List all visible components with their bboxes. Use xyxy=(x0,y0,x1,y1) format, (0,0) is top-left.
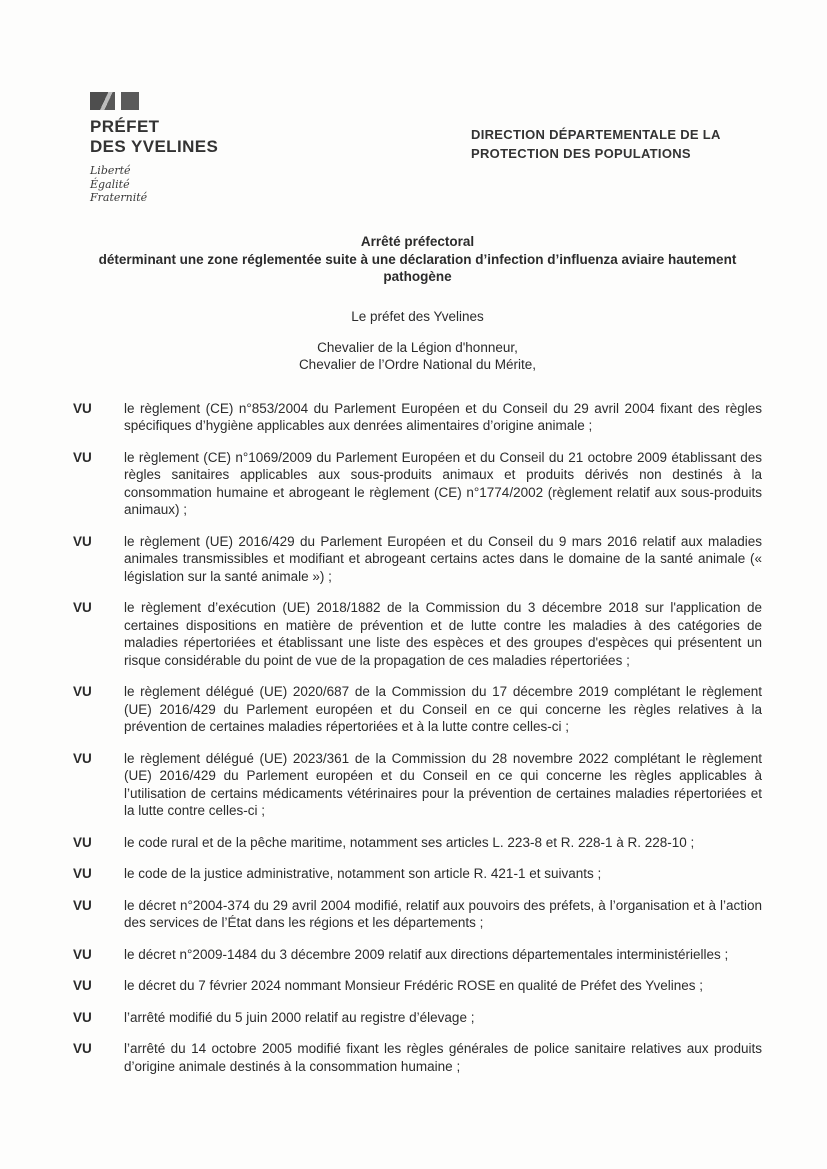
vu-label: VU xyxy=(73,750,92,766)
motto-liberte: Liberté xyxy=(90,164,131,177)
decree-title-line1: Arrêté préfectoral xyxy=(360,234,475,249)
vu-text: le décret du 7 février 2024 nommant Monsieur Frédéric ROSE en qualité de Préfet des Yvelines ; xyxy=(124,978,704,993)
vu-label: VU xyxy=(73,1041,92,1056)
motto-egalite: Égalité xyxy=(90,177,130,191)
vu-label: VU xyxy=(73,600,92,615)
prefecture-name-line2: DES YVELINES xyxy=(90,137,219,156)
vu-item-13 xyxy=(73,1040,762,1075)
vu-text: le règlement (UE) 2016/429 du Parlement Européen et du Conseil du 9 mars 2016 relatif aux maladies animales transmissibles et modifiant et abrogeant certains actes dans le domaine de la santé animale (« législation sur la santé animale ») ; xyxy=(124,533,762,584)
vu-item-7 xyxy=(73,834,762,852)
vu-text: le règlement (CE) n°853/2004 du Parlement Européen et du Conseil du 29 avril 2004 fixant des règles spécifiques d’hygiène applicables aux denrées alimentaires d’origine animale ; xyxy=(124,400,762,433)
vu-item-5 xyxy=(73,683,762,736)
honors-lines xyxy=(73,339,762,373)
vu-item-3 xyxy=(73,533,762,586)
republic-motto xyxy=(90,164,218,205)
vu-text: l’arrêté modifié du 5 juin 2000 relatif au registre d’élevage ; xyxy=(124,1009,475,1025)
direction-line1: DIRECTION DÉPARTEMENTALE DE LA xyxy=(471,127,721,142)
vu-text: le règlement (CE) n°1069/2009 du Parlement Européen et du Conseil du 21 octobre 2009 établissant des règles sanitaires applicables aux sous-produits animaux et produits dérivés non destinés à la consommation humaine et abrogeant le règlement (CE) n°1774/2002 (règlement relatif aux sous-produits animaux) ; xyxy=(124,449,762,517)
motto-fraternite: Fraternité xyxy=(90,191,148,204)
vu-label: VU xyxy=(73,946,92,962)
flag-stripe-red xyxy=(121,92,139,110)
flag-stripe-blue xyxy=(90,92,115,110)
vu-label: VU xyxy=(73,897,92,913)
vu-text: le règlement délégué (UE) 2023/361 de la Commission du 28 novembre 2022 complétant le règlement (UE) 2016/429 du Parlement européen et du Conseil en ce qui concerne les règles applicables à l’utilisation de certains médicaments vétérinaires pour la prévention de certaines maladies répertoriées et la lutte contre celles-ci ; xyxy=(124,750,762,818)
vu-item-11 xyxy=(73,977,762,995)
decree-title-line2: déterminant une zone réglementée suite à une déclaration d’infection d’influenza aviaire hautement pathogène xyxy=(98,251,737,284)
salutation-block xyxy=(73,308,762,373)
vu-label: VU xyxy=(73,834,92,850)
vu-text: le code de la justice administrative, notamment son article R. 421-1 et suivants ; xyxy=(124,866,602,881)
vu-text: le règlement d’exécution (UE) 2018/1882 de la Commission du 3 décembre 2018 sur l'application de certaines dispositions en matière de prévention et de lutte contre les maladies à des catégories de maladies répertoriées et établissant une liste des espèces et des groupes d'espèces qui présentent un risque considérable du point de vue de la propagation de ces maladies répertoriées ; xyxy=(124,600,762,668)
prefect-line: Le préfet des Yvelines xyxy=(351,308,484,324)
vu-label: VU xyxy=(73,400,92,416)
gov-logo-block xyxy=(90,92,218,205)
vu-text: le décret n°2009-1484 du 3 décembre 2009 relatif aux directions départementales interministérielles ; xyxy=(124,946,729,962)
issuing-direction xyxy=(471,125,721,163)
vu-item-2 xyxy=(73,449,762,519)
vu-item-6 xyxy=(73,750,762,820)
vu-item-8 xyxy=(73,865,762,883)
vu-item-1 xyxy=(73,400,762,435)
vu-text: le code rural et de la pêche maritime, notamment ses articles L. 223-8 et R. 228-1 à R. 228-10 ; xyxy=(124,834,695,850)
vu-list xyxy=(73,400,762,1076)
honor-line1: Chevalier de la Légion d'honneur, xyxy=(317,339,518,355)
vu-item-4 xyxy=(73,599,762,669)
prefecture-name-line1: PRÉFET xyxy=(90,117,160,136)
vu-label: VU xyxy=(73,866,92,881)
vu-item-10 xyxy=(73,946,762,964)
vu-label: VU xyxy=(73,978,92,993)
vu-item-9 xyxy=(73,897,762,932)
vu-label: VU xyxy=(73,449,92,465)
vu-label: VU xyxy=(73,684,92,699)
vu-label: VU xyxy=(73,533,92,549)
vu-label: VU xyxy=(73,1009,92,1025)
vu-item-12 xyxy=(73,1009,762,1027)
honor-line2: Chevalier de l’Ordre National du Mérite, xyxy=(298,356,537,372)
vu-text: le décret n°2004-374 du 29 avril 2004 modifié, relatif aux pouvoirs des préfets, à l’organisation et à l’action des services de l’État dans les régions et les départements ; xyxy=(124,897,762,930)
decree-title xyxy=(73,233,762,286)
direction-line2: PROTECTION DES POPULATIONS xyxy=(471,146,691,161)
vu-text: l’arrêté du 14 octobre 2005 modifié fixant les règles générales de police sanitaire relatives aux produits d’origine animale destinés à la consommation humaine ; xyxy=(124,1041,762,1074)
french-flag-icon xyxy=(90,92,218,111)
vu-text: le règlement délégué (UE) 2020/687 de la Commission du 17 décembre 2019 complétant le règlement (UE) 2016/429 du Parlement européen et du Conseil en ce qui concerne les règles relatives à la prévention de certaines maladies répertoriées et à la lutte contre celles-ci ; xyxy=(124,684,762,734)
document-header xyxy=(73,0,762,233)
